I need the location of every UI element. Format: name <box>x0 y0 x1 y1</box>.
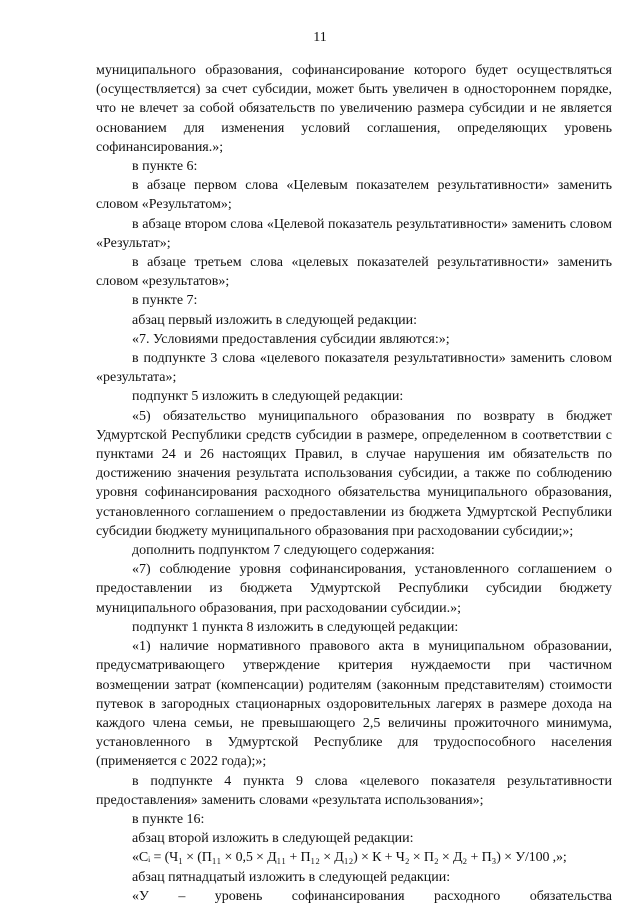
paragraph: муниципального образования, софинансирование которого будет осуществляться (осуществляется) за счет субсидии, может быть увеличен в одностороннем порядке, что не влечет за собой обязательств по увеличению размера субсидии и не является основанием для изменения условий соглашения, определяющих уровень софинансирования.»; <box>96 63 612 155</box>
paragraph: в пункте 16: <box>132 811 205 827</box>
paragraph: «У – уровень софинансирования расходного обязательства <box>132 888 612 904</box>
paragraph: в пункте 7: <box>132 293 198 309</box>
paragraph: в абзаце первом слова «Целевым показателем результативности» заменить словом «Результатом»; <box>96 178 612 213</box>
paragraph: «7) соблюдение уровня софинансирования, установленного соглашением о предоставлении из бюджета Удмуртской Республики субсидии бюджету муниципального образования, при расходовании субсидии.»; <box>96 562 612 616</box>
paragraph: «5) обязательство муниципального образования по возврату в бюджет Удмуртской Республики средств субсидии в размере, определенном в соответствии с пунктами 24 и 26 настоящих Правил, в случае нарушения им обязательств по достижению значения результата использования субсидии, а также по соблюдению уровня софинансирования расходного обязательства муниципального образования, установленного соглашением о предоставлении из бюджета Удмуртской Республики субсидии бюджету муниципального образования при расходовании субсидии;»; <box>96 408 612 539</box>
paragraph: в подпункте 3 слова «целевого показателя результативности» заменить словом «результата»; <box>96 351 612 386</box>
paragraph: в абзаце втором слова «Целевой показатель результативности» заменить словом «Результат»; <box>96 216 612 251</box>
document-body <box>96 61 612 906</box>
paragraph: в абзаце третьем слова «целевых показателей результативности» заменить словом «результатов»; <box>96 255 612 290</box>
paragraph: «7. Условиями предоставления субсидии являются:»; <box>132 331 450 347</box>
paragraph: абзац второй изложить в следующей редакции: <box>132 831 414 847</box>
page-number: 11 <box>313 30 327 45</box>
paragraph: в пункте 6: <box>132 159 198 175</box>
paragraph: в подпункте 4 пункта 9 слова «целевого показателя результативности предоставления» заменить словами «результата использования»; <box>96 773 612 808</box>
paragraph: дополнить подпунктом 7 следующего содержания: <box>132 543 435 559</box>
paragraph: абзац первый изложить в следующей редакции: <box>132 312 418 328</box>
paragraph: подпункт 5 изложить в следующей редакции: <box>132 389 404 405</box>
formula: «Сᵢ = (Ч₁ × (П₁₁ × 0,5 × Д₁₁ + П₁₂ × Д₁₂) × К + Ч₂ × П₂ × Д₂ + П₃) × У/100 ,»; <box>132 850 567 866</box>
paragraph: абзац пятнадцатый изложить в следующей редакции: <box>132 869 451 885</box>
paragraph: подпункт 1 пункта 8 изложить в следующей редакции: <box>132 619 459 635</box>
paragraph: «1) наличие нормативного правового акта в муниципальном образовании, предусматривающего утверждение критерия нуждаемости при частичном возмещении затрат (компенсации) родителям (законным представителям) стоимости путевок в загородных стационарных оздоровительных лагерях в размере дохода на каждого члена семьи, не превышающего 2,5 величины прожиточного минимума, установленного в Удмуртской Республике для трудоспособного населения (применяется с 2022 года);»; <box>96 639 612 770</box>
